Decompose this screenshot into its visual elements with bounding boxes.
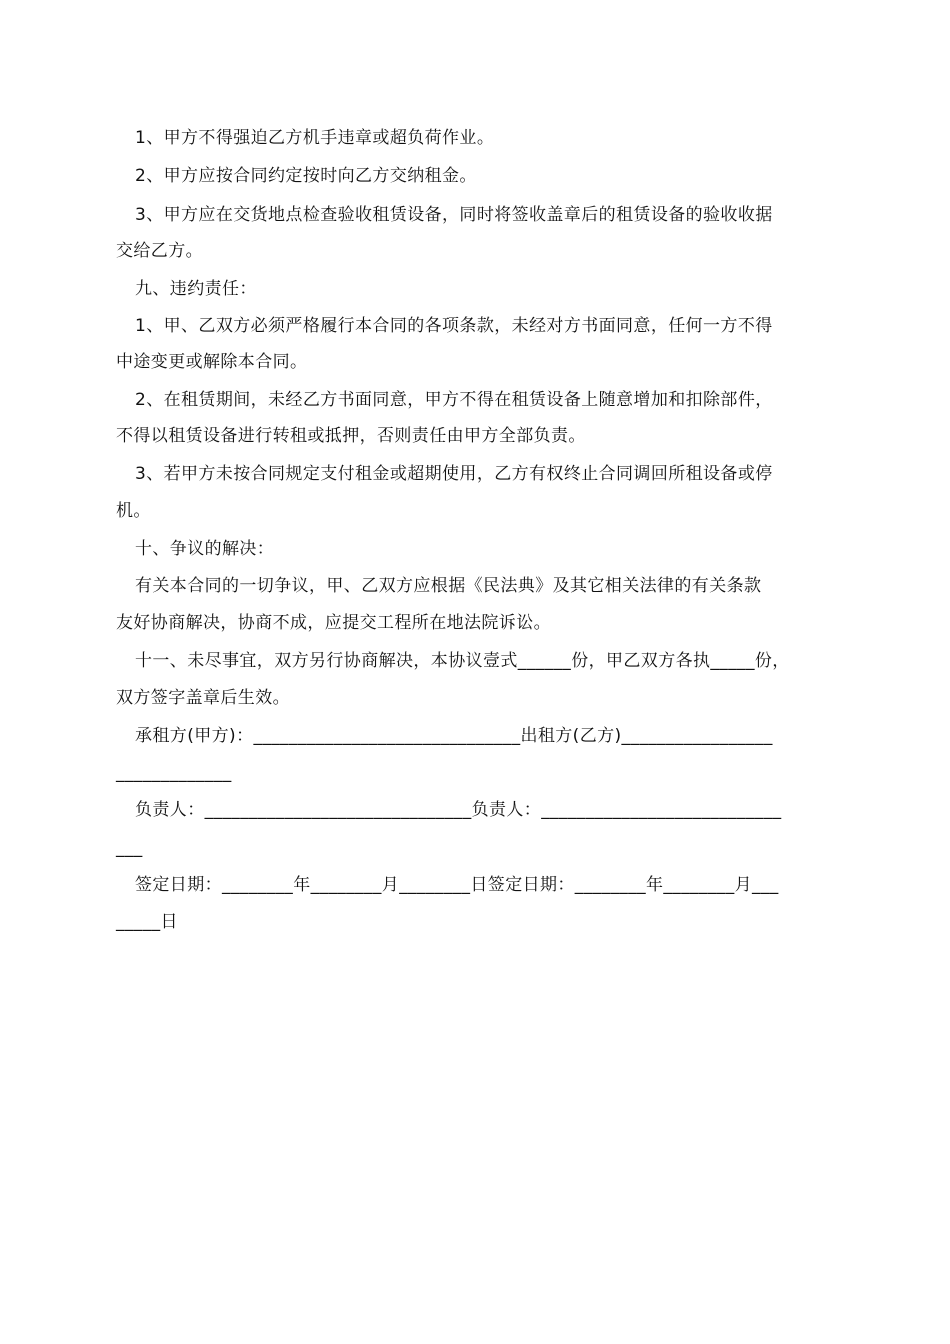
signing-date-line: 签定日期：________年________月________日签定日期：________年________月___	[135, 875, 779, 895]
clause-8-item-3: 3、甲方应在交货地点检查验收租赁设备，同时将签收盖章后的租赁设备的验收收据	[135, 205, 773, 225]
section-9-heading: 九、违约责任：	[135, 279, 257, 299]
clause-9-item-1: 1、甲、乙双方必须严格履行本合同的各项条款，未经对方书面同意，任何一方不得	[135, 316, 773, 336]
clause-8-item-1: 1、甲方不得强迫乙方机手违章或超负荷作业。	[135, 128, 495, 148]
responsible-person-line: 负责人：______________________________负责人：___________________________	[135, 800, 782, 820]
party-signature-line-cont: _____________	[116, 763, 232, 783]
section-11-text: 十一、未尽事宜，双方另行协商解决，本协议壹式______份，甲乙双方各执_____份，	[135, 651, 790, 671]
clause-9-item-2: 2、在租赁期间，未经乙方书面同意，甲方不得在租赁设备上随意增加和扣除部件，	[135, 390, 773, 410]
section-10-heading: 十、争议的解决：	[135, 539, 275, 559]
clause-10-text-cont: 友好协商解决，协商不成，应提交工程所在地法院诉讼。	[116, 613, 551, 633]
clause-9-item-1-cont: 中途变更或解除本合同。	[116, 352, 308, 372]
signing-date-line-cont: _____日	[116, 912, 178, 932]
section-11-text-cont: 双方签字盖章后生效。	[116, 688, 290, 708]
clause-8-item-2: 2、甲方应按合同约定按时向乙方交纳租金。	[135, 166, 477, 186]
clause-9-item-3-cont: 机。	[116, 501, 151, 521]
party-signature-line: 承租方(甲方)：______________________________出租方(乙方)_________________	[135, 726, 773, 746]
responsible-person-line-cont: ___	[116, 838, 143, 858]
clause-9-item-2-cont: 不得以租赁设备进行转租或抵押，否则责任由甲方全部负责。	[116, 426, 586, 446]
clause-9-item-3: 3、若甲方未按合同规定支付租金或超期使用，乙方有权终止合同调回所租设备或停	[135, 464, 773, 484]
clause-10-text: 有关本合同的一切争议，甲、乙双方应根据《民法典》及其它相关法律的有关条款	[135, 576, 762, 596]
clause-8-item-3-cont: 交给乙方。	[116, 241, 203, 261]
